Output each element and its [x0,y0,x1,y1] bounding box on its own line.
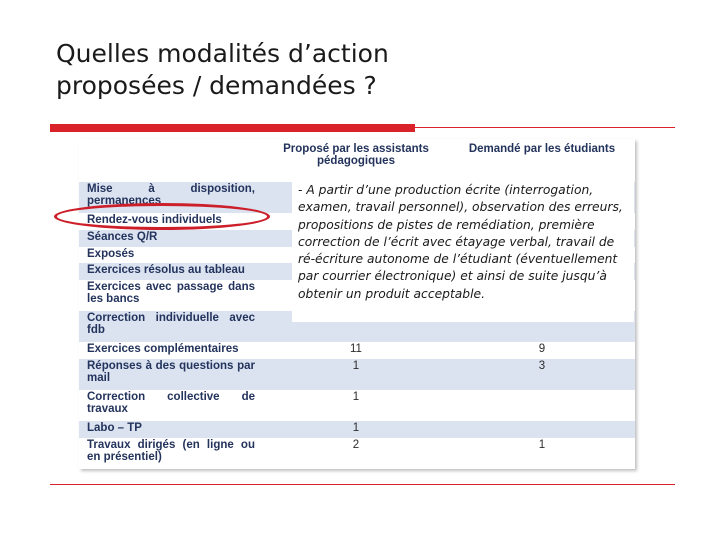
accent-bar [50,124,415,132]
slide-title-line-2: proposées / demandées ? [56,71,377,100]
row-requested-count [449,390,635,421]
row-label: Rendez-vous individuels [79,213,263,230]
row-proposed-count: 2 [263,438,449,469]
table-row [79,421,635,438]
row-proposed-count: 11 [263,342,449,359]
row-label: Exercices avec passage dans les bancs [79,280,263,311]
row-label: Séances Q/R [79,230,263,247]
remediation-note: - A partir d’une production écrite (interrogation, examen, travail personnel), observation des erreurs, propositions de pistes de remédiation, première correction de l’écrit avec étayage verbal, travail de ré-écriture autonome de l’étudiant (éventuellement par courrier électronique) et ainsi de suite jusqu’à obtenir un produit acceptable. [292,178,634,322]
row-label: Mise à disposition, permanences [79,182,263,213]
header-requested: Demandé par les étudiants [449,139,635,182]
row-label: Exposés [79,247,263,264]
row-requested-count [449,421,635,438]
highlight-ellipse [54,203,270,230]
row-requested-count: 9 [449,342,635,359]
slide-title [56,38,656,102]
table-header-row [79,139,635,182]
table-row [79,342,635,359]
slide-title-line-1: Quelles modalités d’action [56,39,389,68]
row-label: Travaux dirigés (en ligne ou en présentiel) [79,438,263,469]
row-label: Réponses à des questions par mail [79,359,263,390]
table-row [79,438,635,469]
header-proposed: Proposé par les assistants pédagogiques [263,139,449,182]
row-label: Correction collective de travaux [79,390,263,421]
row-proposed-count: 1 [263,390,449,421]
row-label: Labo – TP [79,421,263,438]
table-row [79,359,635,390]
row-label: Correction individuelle avec fdb [79,311,263,342]
row-proposed-count: 1 [263,421,449,438]
row-label: Exercices résolus au tableau [79,263,263,280]
row-label: Exercices complémentaires [79,342,263,359]
top-rule [415,127,675,128]
row-requested-count: 1 [449,438,635,469]
row-proposed-count: 1 [263,359,449,390]
header-blank [79,139,263,182]
table-row [79,390,635,421]
bottom-rule [50,484,675,485]
row-requested-count: 3 [449,359,635,390]
